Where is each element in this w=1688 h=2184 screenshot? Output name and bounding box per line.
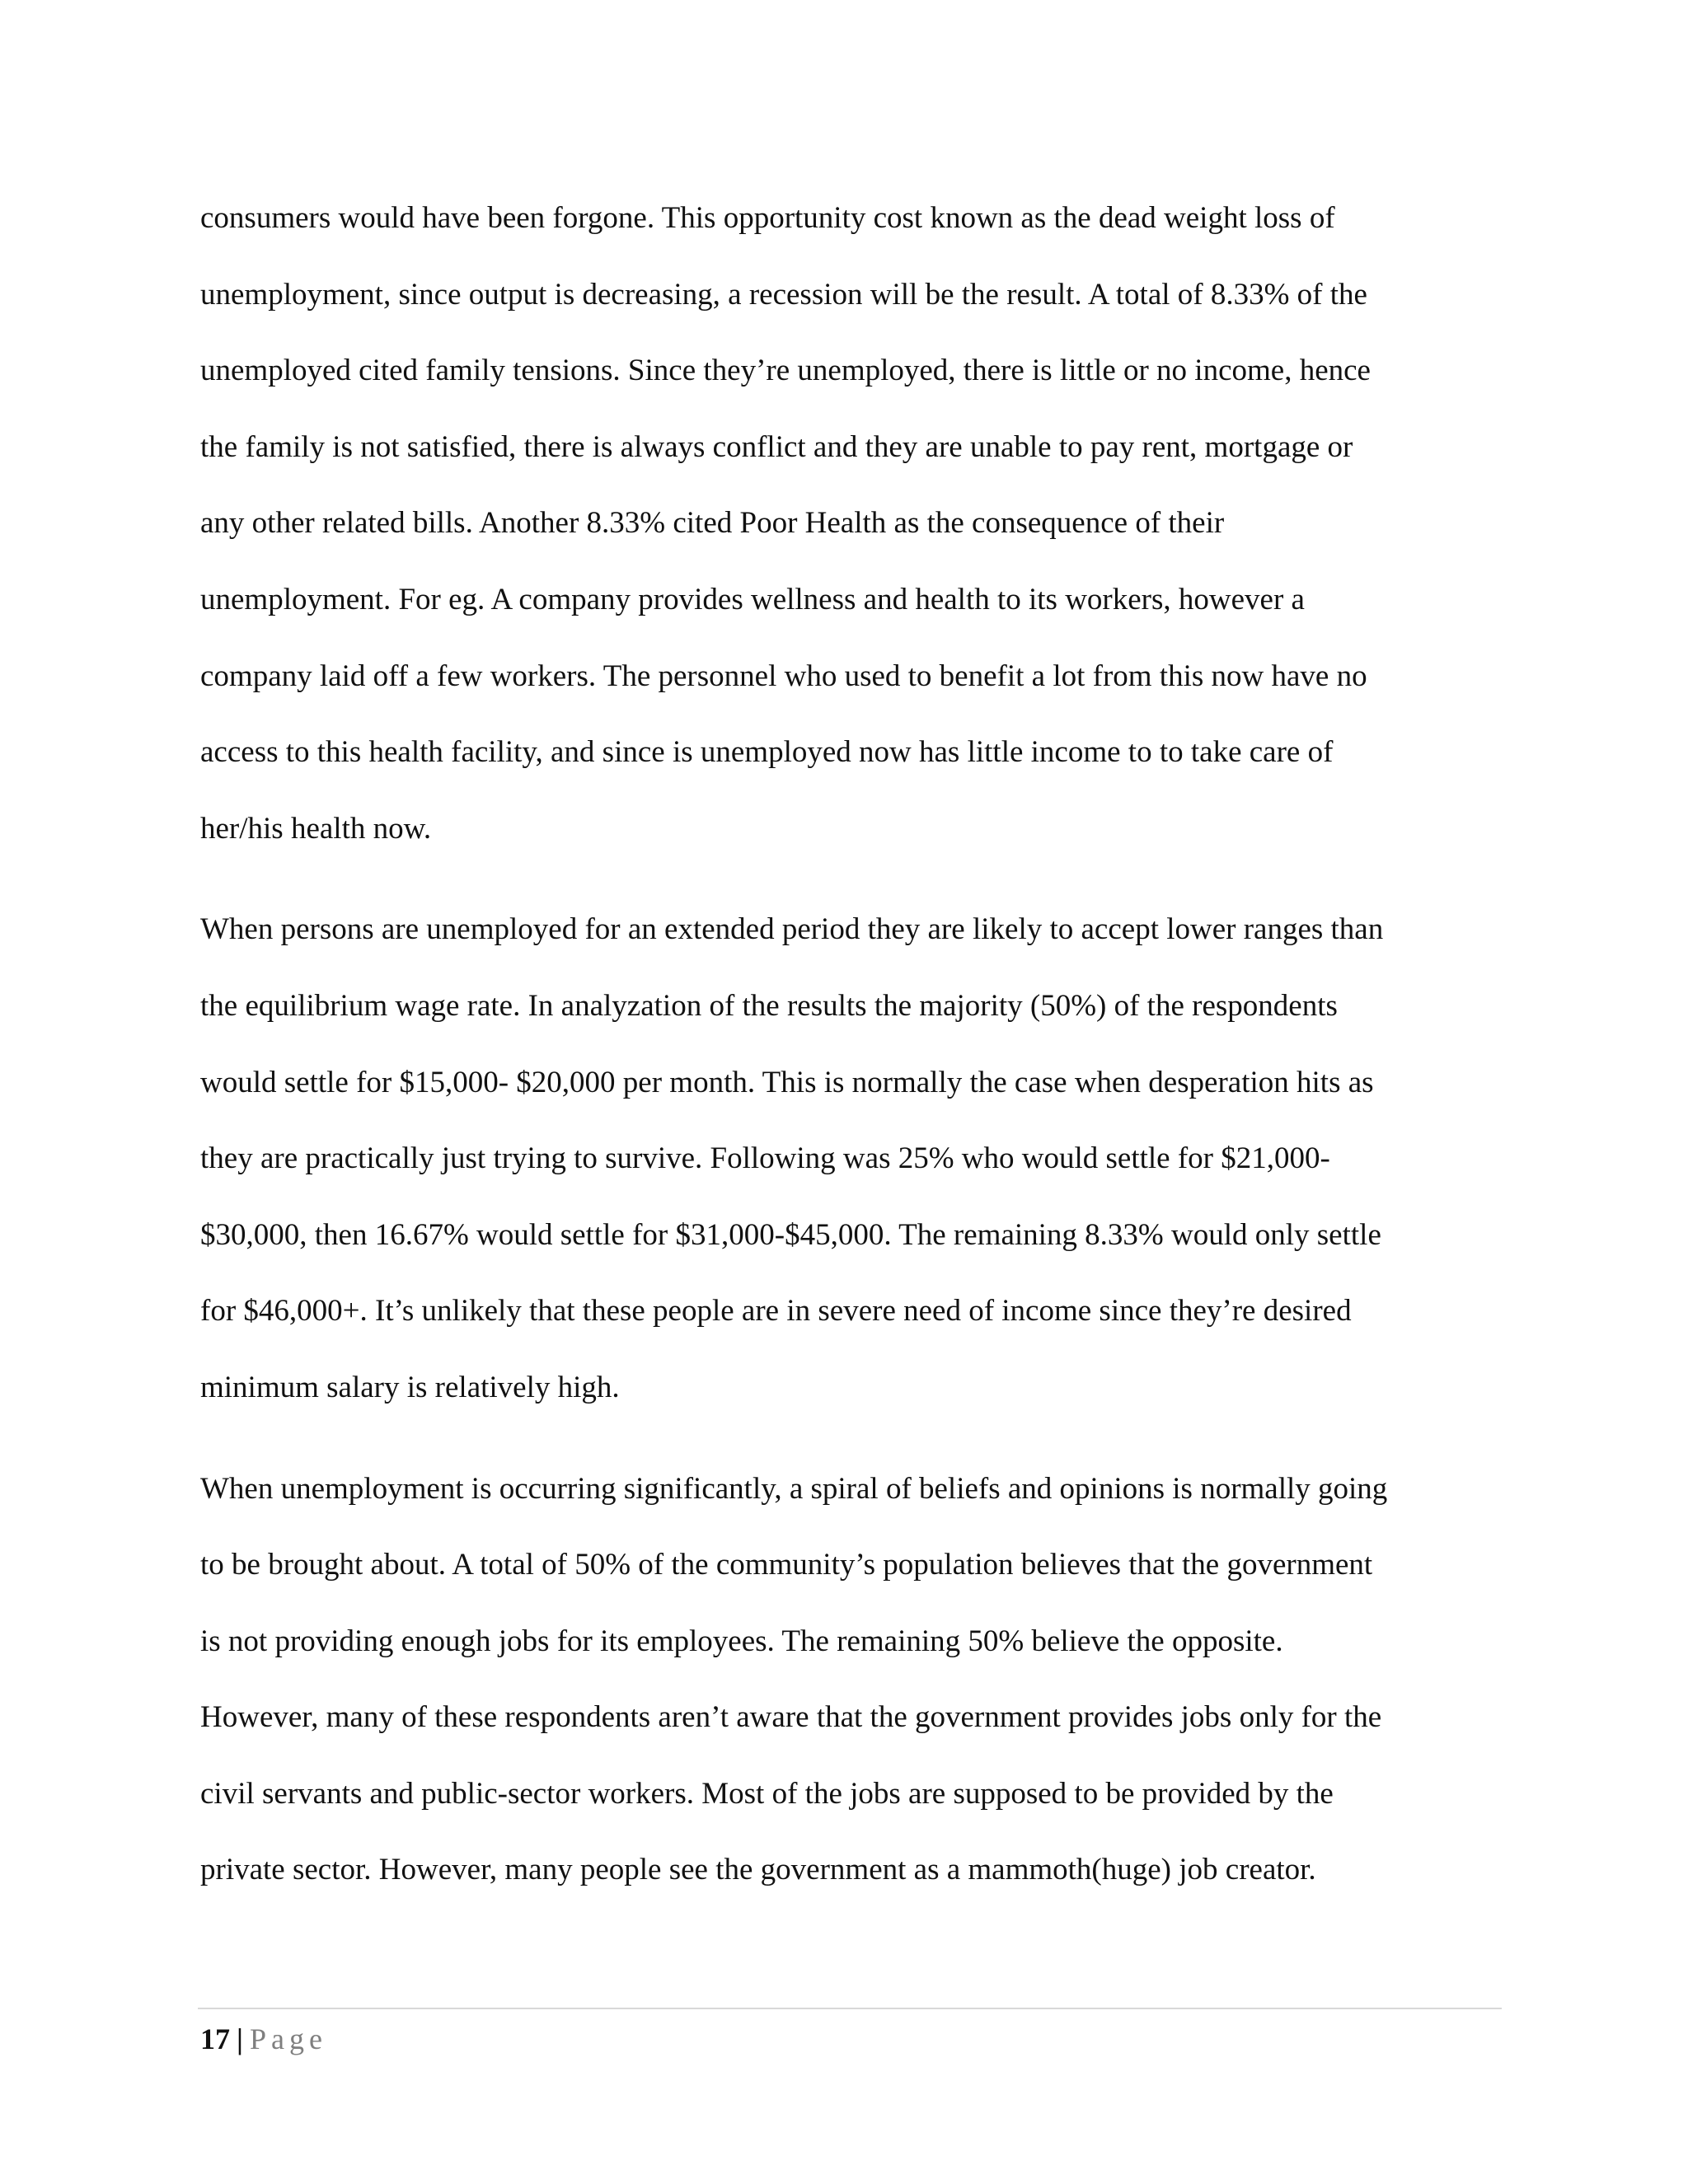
text-line: civil servants and public-sector workers. Most of the jobs are supposed to be provided by the [200,1776,1334,1811]
paragraph-1 [200,190,1503,876]
text-line: unemployment. For eg. A company provides wellness and health to its workers, however a [200,582,1305,616]
page-number: 17 [200,2022,230,2055]
text-line: for $46,000+. It’s unlikely that these people are in severe need of income since they’re desired [200,1294,1352,1329]
text-line: to be brought about. A total of 50% of the community’s population believes that the government [200,1548,1373,1582]
text-line: private sector. However, many people see the government as a mammoth(huge) job creator. [200,1853,1316,1887]
text-line: her/his health now. [200,811,432,846]
text-line: the family is not satisfied, there is always conflict and they are unable to pay rent, mortgage or [200,429,1353,464]
paragraph-3 [200,1460,1503,1919]
text-line: unemployment, since output is decreasing, a recession will be the result. A total of 8.33% of the [200,277,1367,312]
text-line: However, many of these respondents aren’t aware that the government provides jobs only for the [200,1700,1382,1735]
text-line: When persons are unemployed for an extended period they are likely to accept lower ranges than [200,912,1384,947]
text-line: minimum salary is relatively high. [200,1370,620,1404]
text-line: consumers would have been forgone. This opportunity cost known as the dead weight loss of [200,201,1335,235]
page-footer [200,2014,327,2064]
text-line: the equilibrium wage rate. In analyzation of the results the majority (50%) of the respondents [200,988,1338,1023]
text-line: they are practically just trying to survive. Following was 25% who would settle for $21,000- [200,1141,1330,1176]
page-label: Page [249,2022,327,2055]
text-line: $30,000, then 16.67% would settle for $31,000-$45,000. The remaining 8.33% would only settle [200,1217,1381,1252]
text-line: is not providing enough jobs for its employees. The remaining 50% believe the opposite. [200,1624,1283,1658]
body-text [200,190,1503,1918]
text-line: company laid off a few workers. The personnel who used to benefit a lot from this now have no [200,658,1367,693]
text-line: unemployed cited family tensions. Since they’re unemployed, there is little or no income, hence [200,354,1371,388]
text-line: would settle for $15,000- $20,000 per month. This is normally the case when desperation hits as [200,1065,1374,1099]
footer-separator: | [237,2022,243,2055]
text-line: access to this health facility, and since is unemployed now has little income to to take care of [200,735,1334,770]
footer-divider [198,2008,1502,2009]
text-line: When unemployment is occurring significantly, a spiral of beliefs and opinions is normally going [200,1471,1388,1506]
paragraph-2 [200,901,1503,1435]
text-line: any other related bills. Another 8.33% cited Poor Health as the consequence of their [200,506,1225,541]
